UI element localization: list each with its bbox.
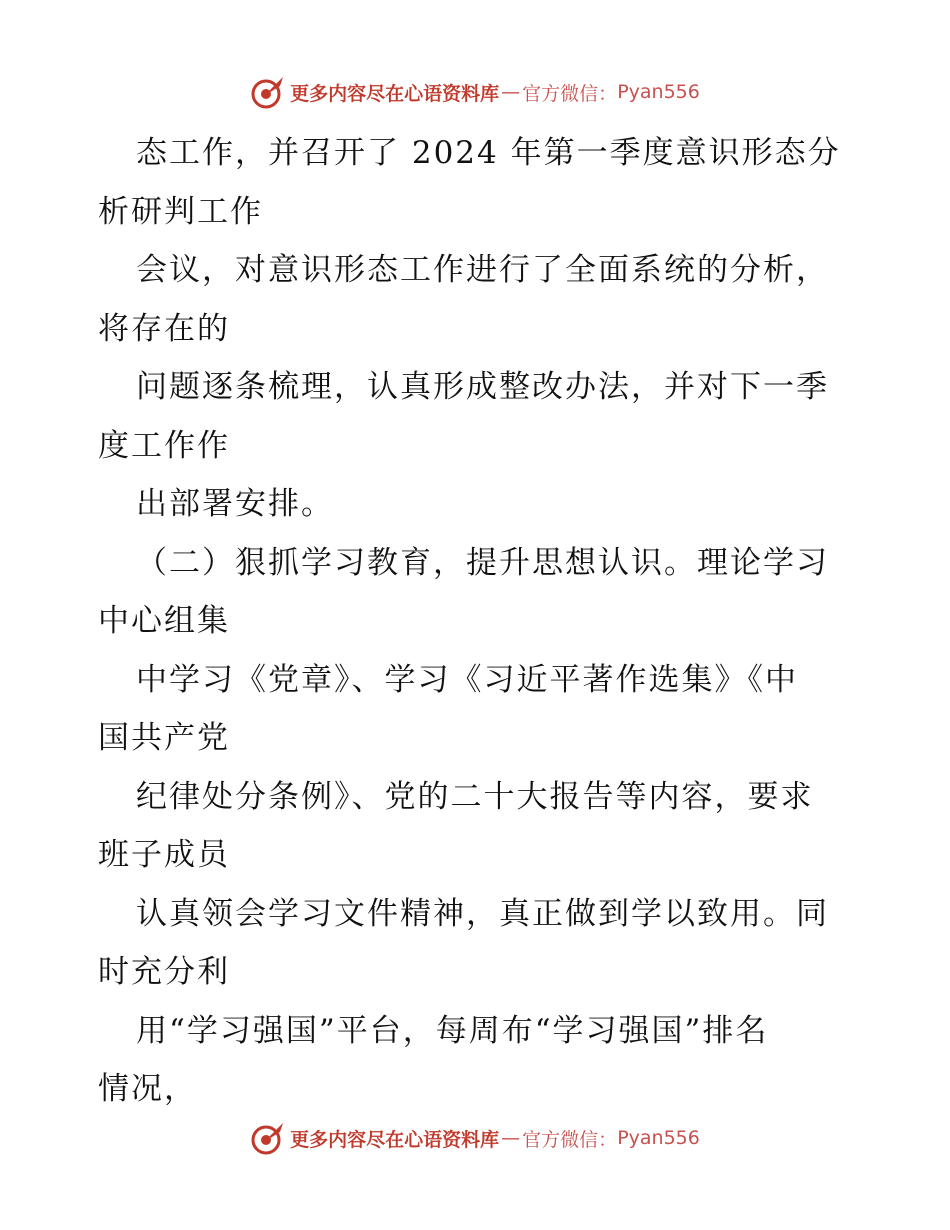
text-line: 出部署安排。 [136,486,334,522]
text-line: 将存在的 [98,310,230,347]
header-watermark [0,72,950,112]
text-line: 纪律处分条例》、党的二十大报告等内容，要求 [136,778,814,815]
quill-logo-icon [250,1120,286,1156]
text-line: 时充分利 [98,954,230,990]
watermark-wechat-id: Pyan556 [617,81,700,103]
text-line: （二）狠抓学习教育，提升思想认识。理论学习 [136,544,829,581]
text-line: 问题逐条梳理，认真形成整改办法，并对下一季 [136,369,829,405]
text-line: 国共产党 [98,720,230,756]
watermark-dash: — [501,1127,521,1149]
watermark-label: 官方微信： [522,82,618,105]
footer-watermark [0,1118,950,1158]
text-line: 用“学习强国”平台，每周布“学习强国”排名 [136,1012,769,1049]
text-line: 析研判工作 [98,193,263,230]
watermark-dash: — [501,81,521,103]
text-line: 度工作作 [98,427,230,464]
text-line: 情况， [98,1071,197,1107]
text-line: 会议，对意识形态工作进行了全面系统的分析， [136,252,829,288]
watermark-brand: 更多内容尽在心语资料库 [290,82,500,105]
watermark-label: 官方微信： [522,1128,618,1151]
watermark-wechat-id: Pyan556 [617,1127,700,1149]
text-line: 班子成员 [98,837,230,873]
text-line: 中学习《党章》、学习《习近平著作选集》《中 [136,661,798,698]
watermark-brand: 更多内容尽在心语资料库 [290,1128,500,1151]
text-line: 中心组集 [98,603,230,639]
text-line: 认真领会学习文件精神，真正做到学以致用。同 [136,895,829,932]
document-body [98,124,858,1119]
quill-logo-icon [250,74,286,110]
text-line: 态工作，并召开了 2024 年第一季度意识形态分 [136,135,841,171]
